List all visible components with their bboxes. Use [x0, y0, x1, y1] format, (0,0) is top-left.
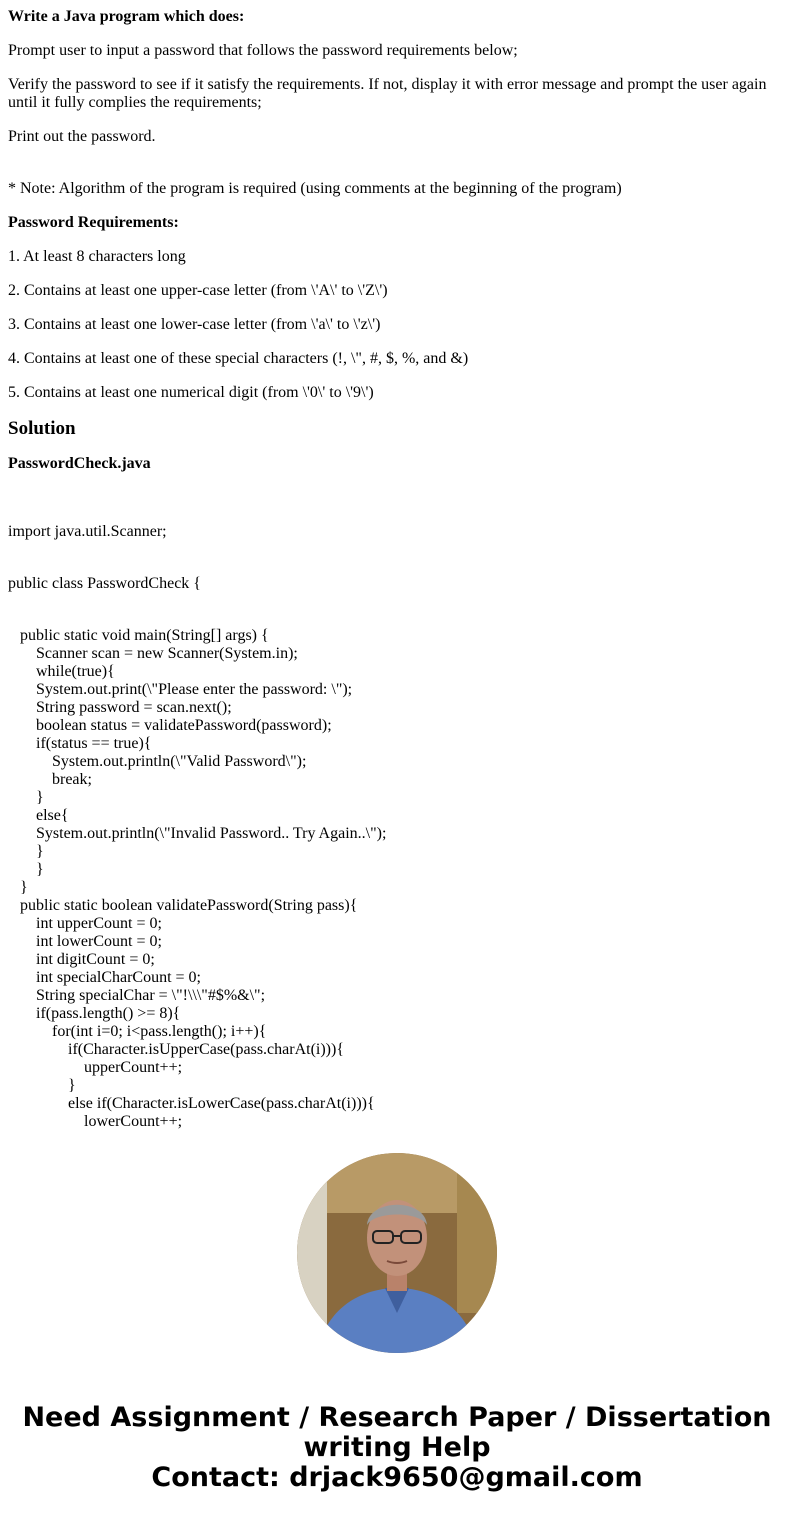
code-line: int specialCharCount = 0; — [8, 969, 201, 986]
code-line: } — [8, 879, 28, 896]
code-line: } — [8, 843, 44, 860]
requirement-3: 3. Contains at least one lower-case letter (from \'a\' to \'z\') — [8, 316, 381, 333]
code-line: if(status == true){ — [8, 735, 152, 752]
code-line: else{ — [8, 807, 69, 824]
promo-line-1: Need Assignment / Research Paper / Dissertation — [22, 1402, 772, 1433]
code-line: public static boolean validatePassword(String pass){ — [8, 897, 358, 914]
code-line: Scanner scan = new Scanner(System.in); — [8, 645, 298, 662]
promo-line-3: Contact: drjack9650@gmail.com — [151, 1462, 643, 1493]
promo-line-2: writing Help — [303, 1432, 491, 1463]
author-avatar — [297, 1153, 497, 1353]
document-body — [8, 8, 786, 1131]
requirement-1: 1. At least 8 characters long — [8, 248, 186, 265]
code-line: if(Character.isUpperCase(pass.charAt(i))){ — [8, 1041, 345, 1058]
code-line: } — [8, 789, 44, 806]
code-line: public static void main(String[] args) { — [8, 627, 269, 644]
code-line: break; — [8, 771, 92, 788]
solution-heading: Solution — [8, 418, 76, 439]
promo-banner — [0, 1403, 794, 1493]
code-line: } — [8, 1077, 76, 1094]
code-line: System.out.println(\"Valid Password\"); — [8, 753, 307, 770]
code-line: lowerCount++; — [8, 1113, 183, 1130]
spacer — [8, 541, 786, 575]
code-import-line: import java.util.Scanner; — [8, 523, 167, 540]
code-line: String password = scan.next(); — [8, 699, 232, 716]
requirements-title: Password Requirements: — [8, 214, 179, 231]
code-line: } — [8, 861, 44, 878]
code-line: for(int i=0; i<pass.length(); i++){ — [8, 1023, 267, 1040]
code-line: upperCount++; — [8, 1059, 183, 1076]
code-line: if(pass.length() >= 8){ — [8, 1005, 181, 1022]
code-line: System.out.println(\"Invalid Password.. Try Again..\"); — [8, 825, 387, 842]
solution-filename: PasswordCheck.java — [8, 455, 151, 472]
question-paragraph-2: Verify the password to see if it satisfy the requirements. If not, display it with error message and prompt the user again until it fully complies the requirements; — [8, 76, 767, 111]
spacer — [8, 162, 786, 180]
spacer — [8, 489, 786, 523]
code-line: while(true){ — [8, 663, 115, 680]
code-line: int digitCount = 0; — [8, 951, 155, 968]
question-paragraph-3: Print out the password. — [8, 128, 156, 145]
spacer — [8, 593, 786, 627]
code-line: boolean status = validatePassword(password); — [8, 717, 332, 734]
question-paragraph-1: Prompt user to input a password that follows the password requirements below; — [8, 42, 518, 59]
requirement-5: 5. Contains at least one numerical digit (from \'0\' to \'9\') — [8, 384, 374, 401]
requirement-4: 4. Contains at least one of these special characters (!, \", #, $, %, and &) — [8, 350, 469, 367]
question-title: Write a Java program which does: — [8, 8, 245, 25]
author-photo — [297, 1153, 497, 1353]
code-line: int upperCount = 0; — [8, 915, 162, 932]
requirement-2: 2. Contains at least one upper-case letter (from \'A\' to \'Z\') — [8, 282, 388, 299]
question-note: * Note: Algorithm of the program is required (using comments at the beginning of the program) — [8, 180, 622, 197]
code-line: else if(Character.isLowerCase(pass.charAt(i))){ — [8, 1095, 375, 1112]
code-class-line: public class PasswordCheck { — [8, 575, 201, 592]
code-line: int lowerCount = 0; — [8, 933, 162, 950]
code-line: String specialChar = \"!\\\"#$%&\"; — [8, 987, 266, 1004]
code-line: System.out.print(\"Please enter the password: \"); — [8, 681, 353, 698]
code-block — [8, 627, 786, 1131]
